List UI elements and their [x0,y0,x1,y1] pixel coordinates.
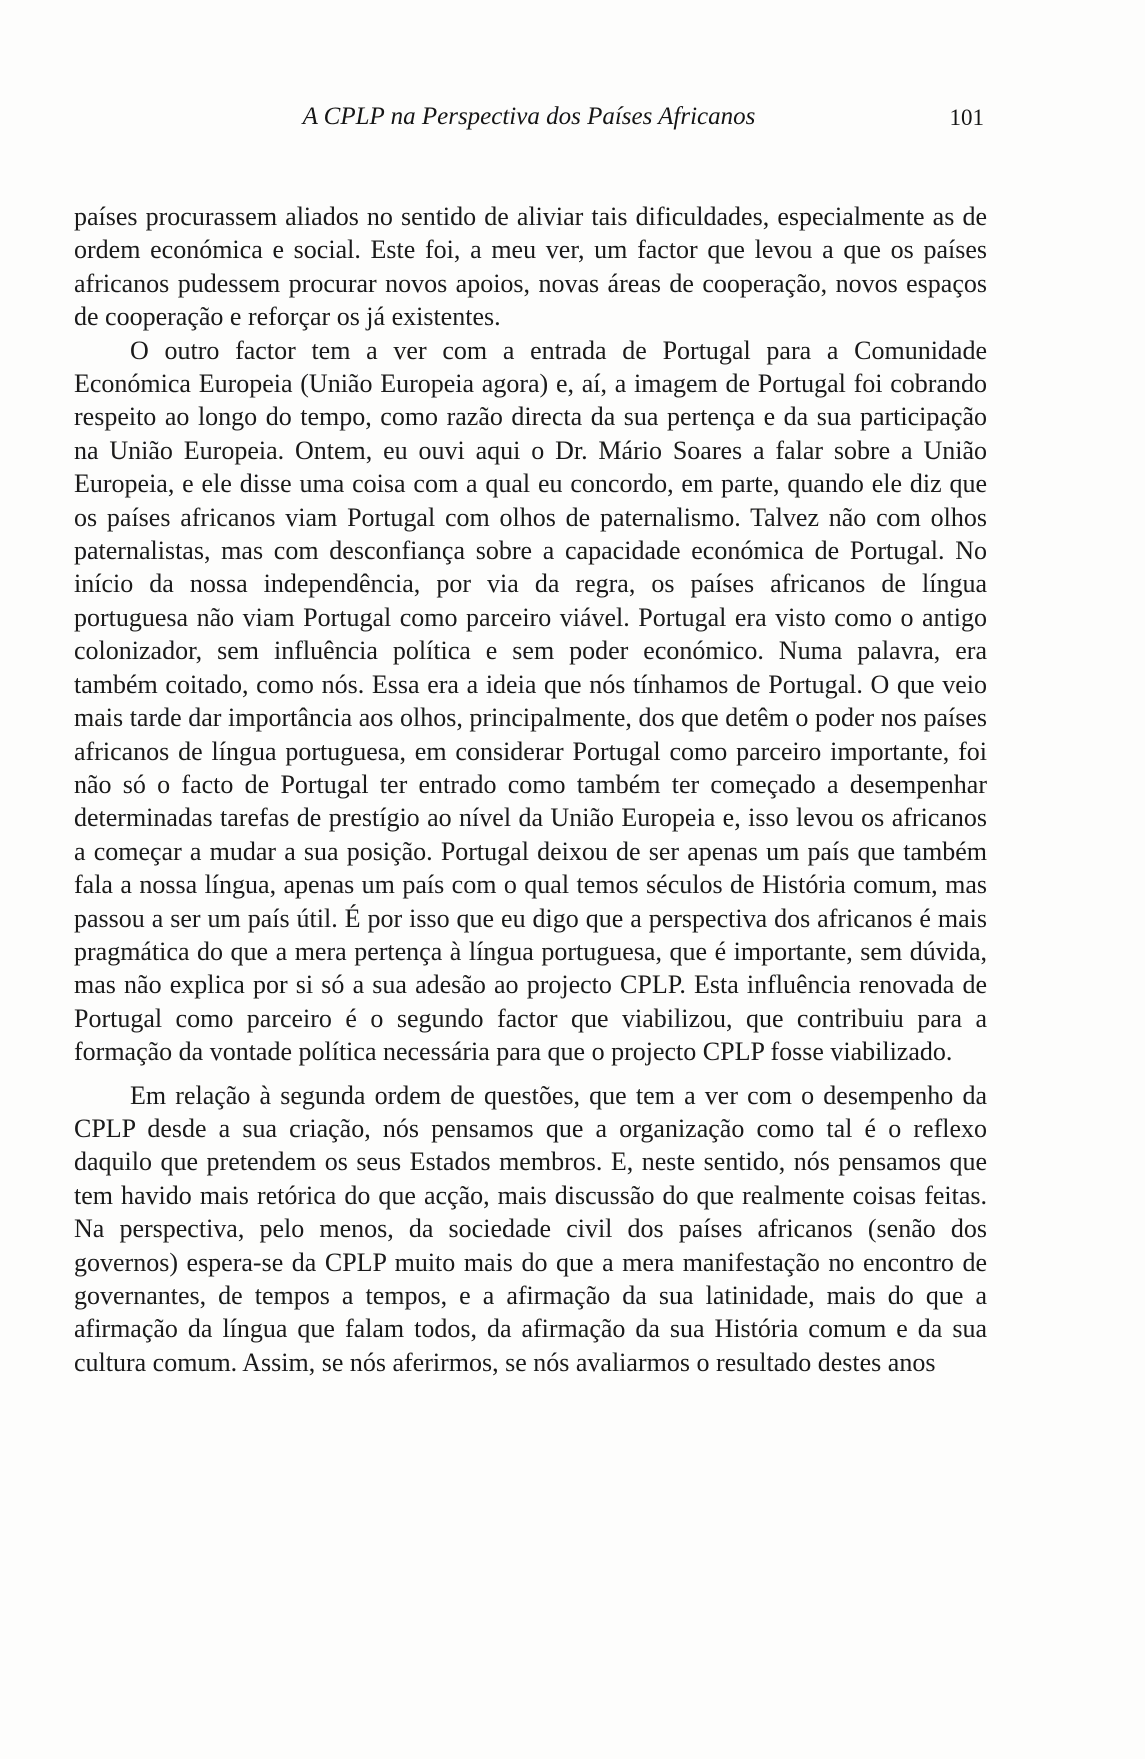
paragraph-continuation: países procurassem aliados no sentido de aliviar tais dificuldades, especialmente as de ordem económica e social. Este foi, a meu ver, um factor que levou a que os países africanos pudessem procurar novos apoios, novas áreas de cooperação, novos espaços de cooperação e reforçar os já existentes. [74,202,987,332]
paragraph-cplp-performance: Em relação à segunda ordem de questões, que tem a ver com o desempenho da CPLP desde a sua criação, nós pensamos que a organização como tal é o reflexo daquilo que pretendem os seus Estados membros. E, neste sentido, nós pensamos que tem havido mais retórica do que acção, mais discussão do que realmente coisas feitas. Na perspectiva, pelo menos, da sociedade civil dos países africanos (senão dos governos) espera-se da CPLP muito mais do que a mera manifestação no encontro de governantes, de tempos a tempos, e a afirmação da sua latinidade, mais do que a afirmação da língua que falam todos, da afirmação da sua História comum e da sua cultura comum. Assim, se nós aferirmos, se nós avaliarmos o resultado destes anos [74,1080,987,1377]
running-title: A CPLP na Perspectiva dos Países Africanos [302,103,756,130]
running-header [74,103,984,143]
paragraph-second-factor: O outro factor tem a ver com a entrada de Portugal para a Comunidade Económica Europeia (União Europeia agora) e, aí, a imagem de Portugal foi cobrando respeito ao longo do tempo, como razão directa da sua pertença e da sua participação na União Europeia. Ontem, eu ouvi aqui o Dr. Mário Soares a falar sobre a União Europeia, e ele disse uma coisa com a qual eu concordo, em parte, quando ele diz que os países africanos viam Portugal com olhos de paternalismo. Talvez não com olhos paternalistas, mas com desconfiança sobre a capacidade económica de Portugal. No início da nossa independência, por via da regra, os países africanos de língua portuguesa não viam Portugal como parceiro viável. Portugal era visto como o antigo colonizador, sem influência política e sem poder económico. Numa palavra, era também coitado, como nós. Essa era a ideia que nós tínhamos de Portugal. O que veio mais tarde dar importância aos olhos, principalmente, dos que detêm o poder nos países africanos de língua portuguesa, em considerar Portugal como parceiro importante, foi não só o facto de Portugal ter entrado como também ter começado a desempenhar determinadas tarefas de prestígio ao nível da União Europeia e, isso levou os africanos a começar a mudar a sua posição. Portugal deixou de ser apenas um país que também fala a nossa língua, apenas um país com o qual temos séculos de História comum, mas passou a ser um país útil. É por isso que eu digo que a perspectiva dos africanos é mais pragmática do que a mera pertença à língua portuguesa, que é importante, sem dúvida, mas não explica por si só a sua adesão ao projecto CPLP. Esta influência renovada de Portugal como parceiro é o segundo factor que viabilizou, que contribuiu para a formação da vontade política necessária para que o projecto CPLP fosse viabilizado. [74,335,987,1067]
body-text [74,200,987,1379]
page-number: 101 [949,105,984,130]
